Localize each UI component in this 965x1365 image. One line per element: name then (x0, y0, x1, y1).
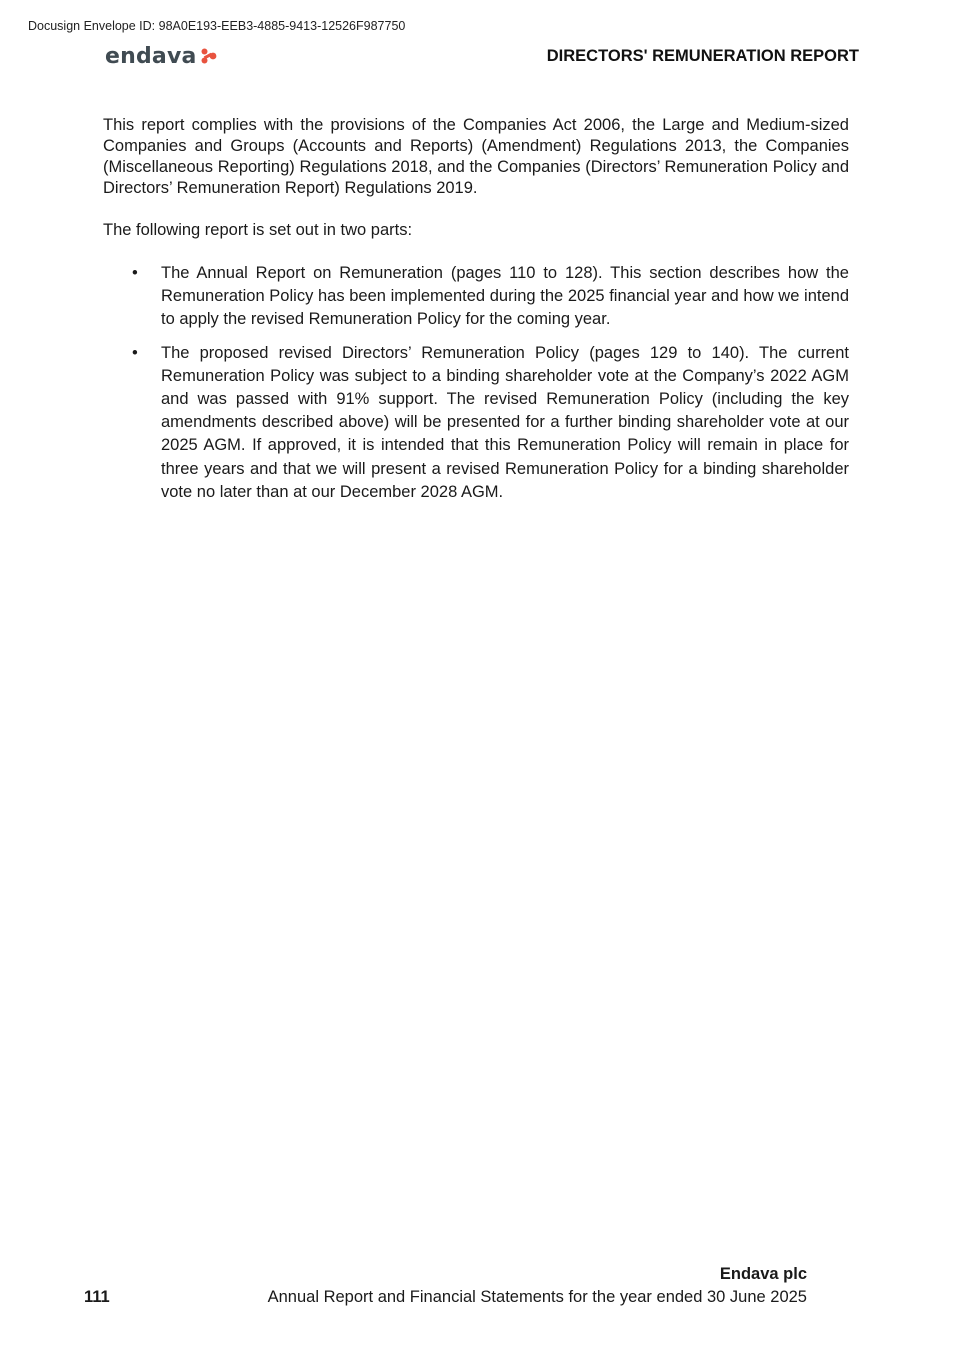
footer-company-name: Endava plc (719, 1265, 807, 1283)
docusign-envelope-id: Docusign Envelope ID: 98A0E193-EEB3-4885-9413-12526F987750 (28, 19, 406, 33)
list-item: • The proposed revised Directors’ Remuneration Policy (pages 129 to 140). The current Remuneration Policy was subject to a binding shareholder vote at the Company’s 2022 AGM and was passed with 91% support. The revised Remuneration Policy (including the key amendments described above) will be presented for a further binding shareholder vote at our 2025 AGM. If approved, it is intended that this Remuneration Policy will remain in place for three years and that we will present a revised Remuneration Policy for a binding shareholder vote no later than at our December 2028 AGM. (103, 342, 849, 504)
lead-paragraph: The following report is set out in two parts: (103, 221, 413, 239)
logo-wordmark: endava (105, 43, 197, 69)
parts-list (103, 262, 849, 504)
footer-report-title: Annual Report and Financial Statements for the year ended 30 June 2025 (267, 1288, 807, 1306)
page-number: 111 (84, 1288, 110, 1306)
intro-paragraph: This report complies with the provisions of the Companies Act 2006, the Large and Medium-sized Companies and Groups (Accounts and Reports) (Amendment) Regulations 2013, the Companies (Miscellaneous Reporting) Regulations 2018, and the Companies (Directors’ Remuneration Policy and Directors’ Remuneration Report) Regulations 2019. (103, 116, 849, 197)
report-body (103, 115, 849, 514)
section-title: DIRECTORS' REMUNERATION REPORT (546, 47, 859, 65)
endava-logo (105, 41, 218, 71)
list-item: • The Annual Report on Remuneration (pages 110 to 128). This section describes how the Remuneration Policy has been implemented during the 2025 financial year and how we intend to apply the revised Remuneration Policy for the coming year. (103, 262, 849, 332)
endava-mark-icon (200, 47, 218, 65)
